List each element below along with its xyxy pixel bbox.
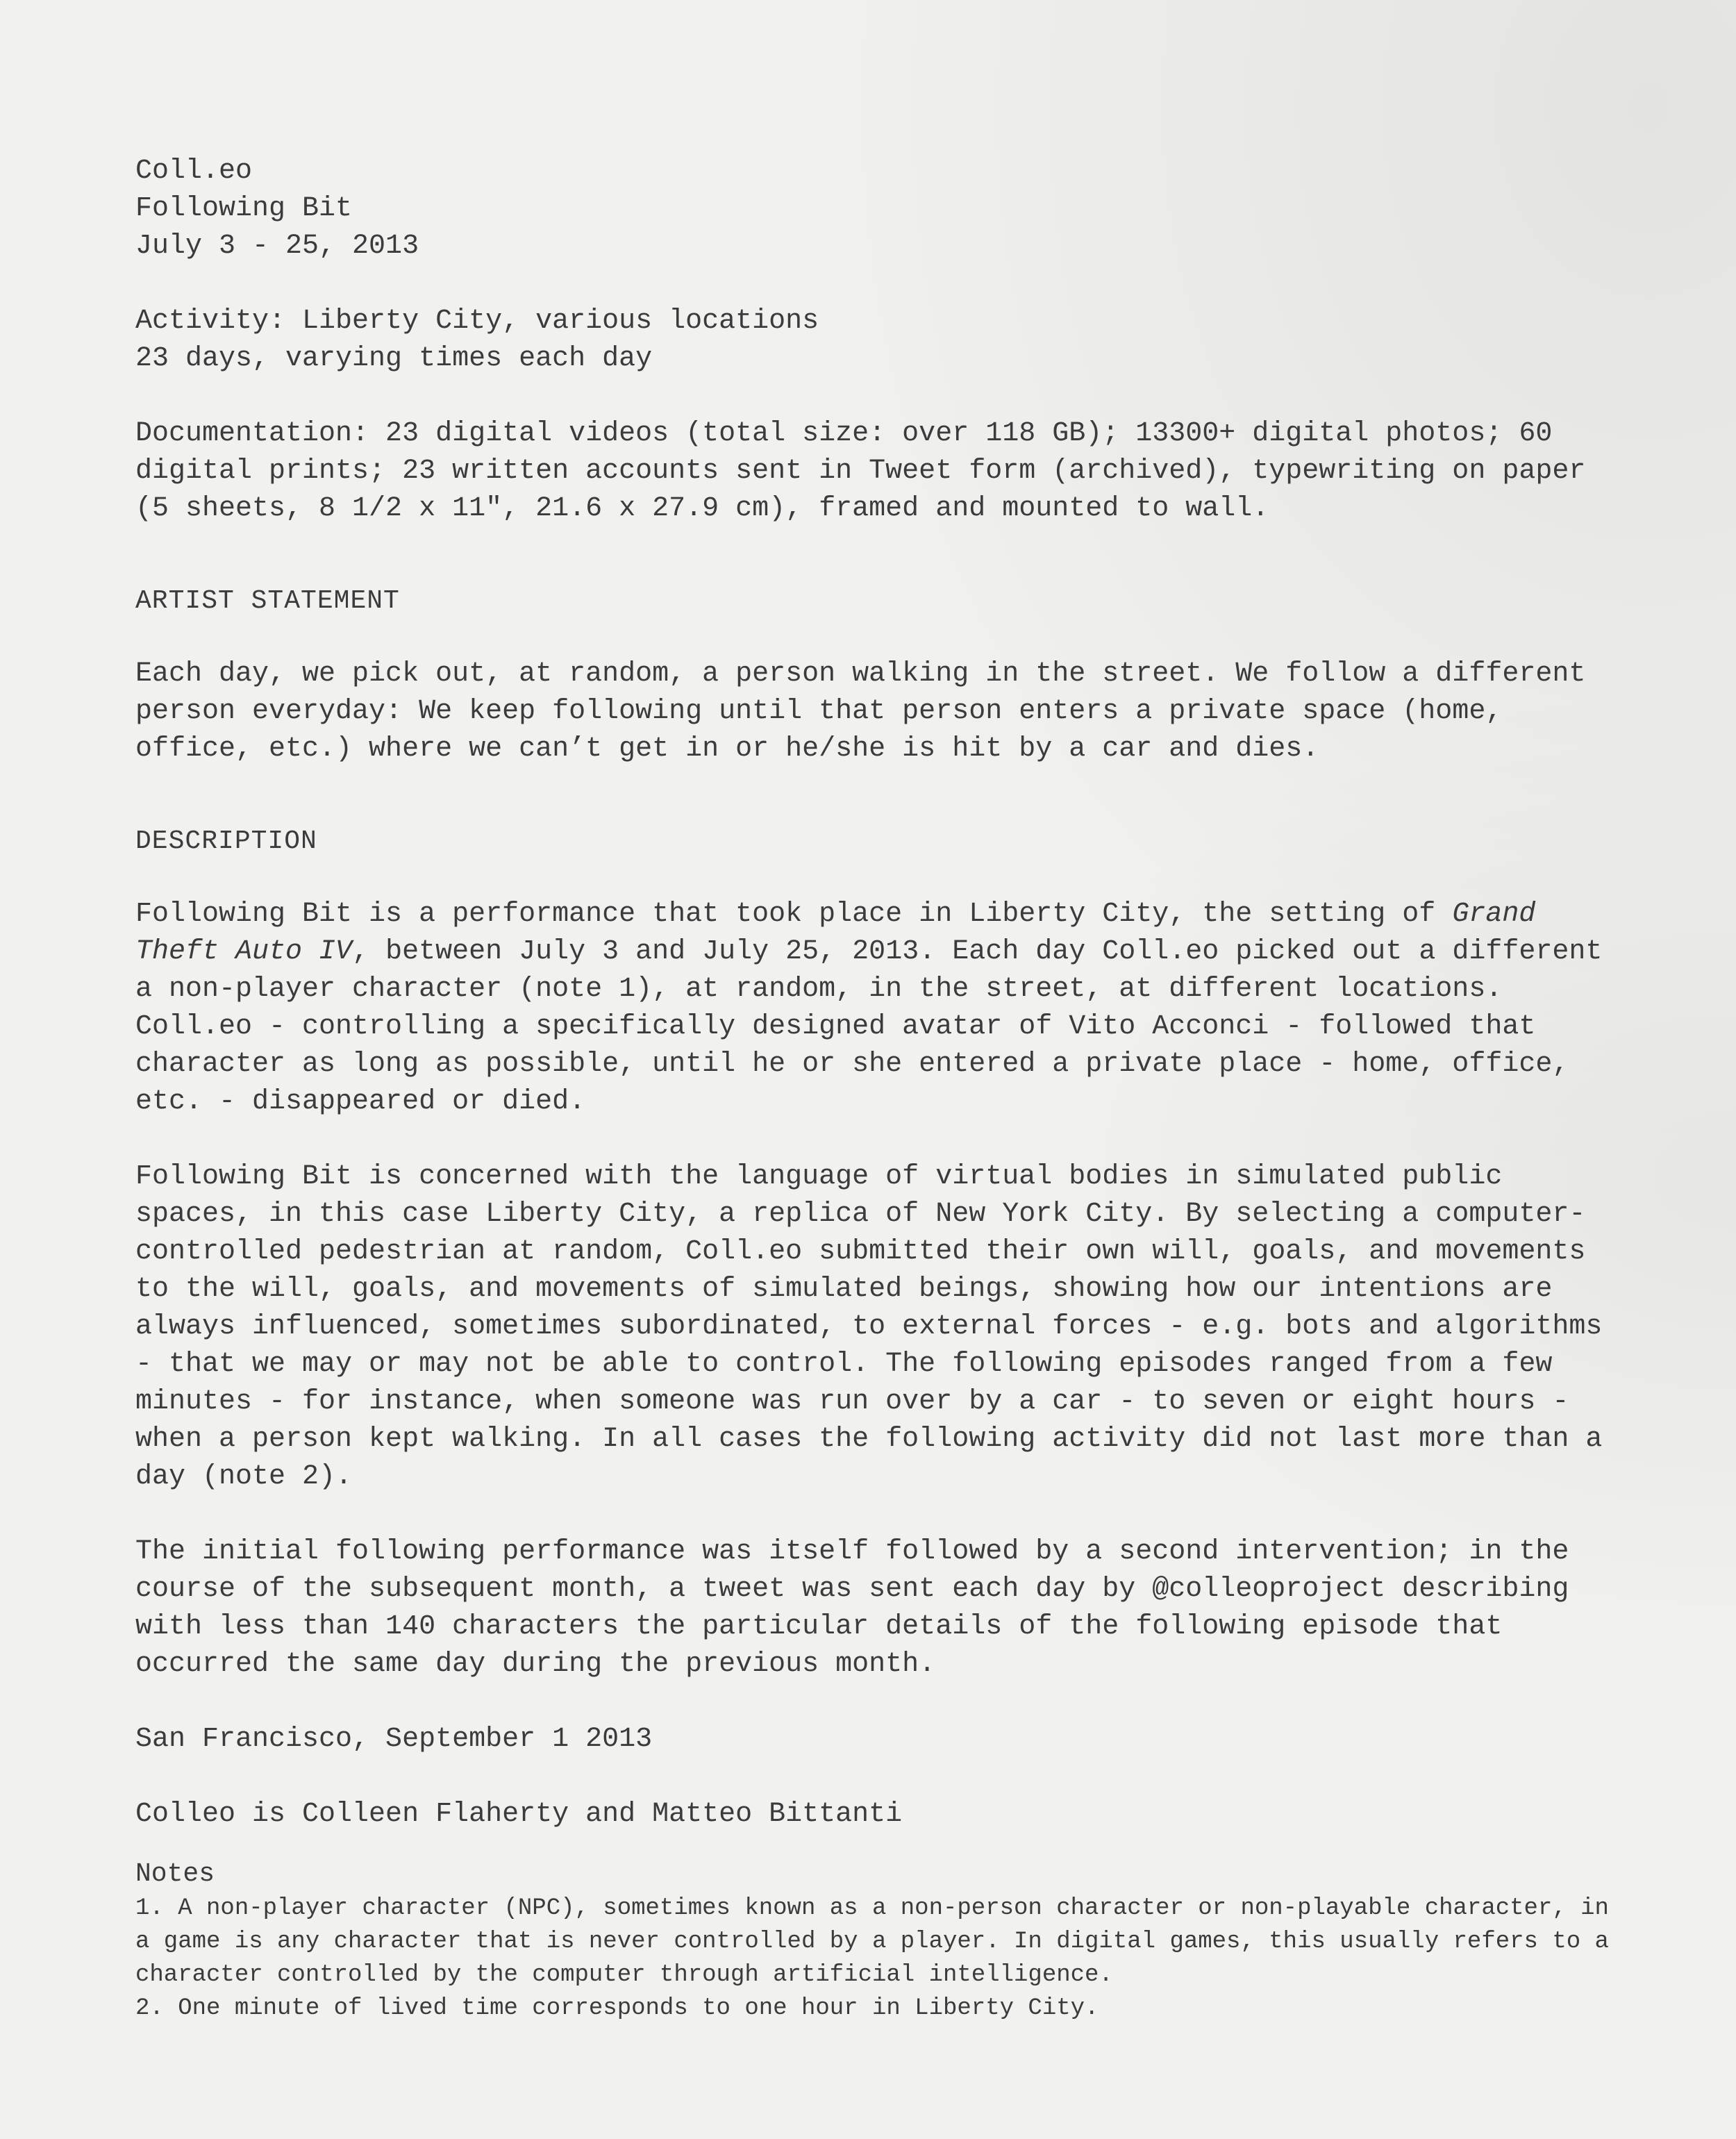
paragraph: Following Bit is concerned with the language of virtual bodies in simulated public spaces, in this case Liberty City, a replica of New York City. By selecting a computer-controlled pedestrian at random, Coll.eo submitted their own will, goals, and movements to the will, goals, and movements of simulated beings, showing how our intentions are always influenced, sometimes subordinated, to external forces - e.g. bots and algorithms - that we may or may not be able to control. The following episodes ranged from a few minutes - for instance, when someone was run over by a car - to seven or eight hours - when a person kept walking. In all cases the following activity did not last more than a day (note 2).	[135, 1161, 1603, 1492]
activity-block	[135, 303, 1625, 378]
description-paragraph-1	[135, 896, 1625, 1121]
note-1: 1. A non-player character (NPC), sometimes known as a non-person character or non-playable character, in a game is any character that is never controlled by a player. In digital games, this usually refers to a character controlled by the computer through artificial intelligence.	[135, 1895, 1609, 1988]
credits-block	[135, 1796, 1625, 1833]
artist-statement-text: Each day, we pick out, at random, a person walking in the street. We follow a different person everyday: We keep following until that person enters a private space (home, office, etc.) where we can’t get in or he/she is hit by a car and dies.	[135, 658, 1586, 765]
section-heading: DESCRIPTION	[135, 826, 317, 856]
description-heading	[135, 824, 1625, 860]
work-title: Following Bit	[135, 193, 353, 224]
game-title: Grand Theft Auto IV	[135, 899, 1536, 967]
documentation-text: Documentation: 23 digital videos (total size: over 118 GB); 13300+ digital photos; 60 digital prints; 23 written accounts sent in Tweet form (archived), typewriting on paper (5 sheets, 8 1/2 x 11", 21.6 x 27.9 cm), framed and mounted to wall.	[135, 418, 1586, 524]
artist-statement-heading	[135, 583, 1625, 619]
credits: Colleo is Colleen Flaherty and Matteo Bittanti	[135, 1799, 903, 1830]
place-date: San Francisco, September 1 2013	[135, 1724, 653, 1755]
work-dates: July 3 - 25, 2013	[135, 231, 419, 262]
documentation-block	[135, 415, 1625, 528]
description-paragraph-2	[135, 1158, 1625, 1496]
header-block	[135, 153, 1625, 265]
notes-block	[135, 1857, 1625, 2025]
artist-name: Coll.eo	[135, 156, 253, 187]
artist-statement-block	[135, 656, 1625, 768]
paragraph: The initial following performance was itself followed by a second intervention; in the course of the subsequent month, a tweet was sent each day by @colleoproject describing with less than 140 characters the particular details of the following episode that occurred the same day during the previous month.	[135, 1536, 1569, 1680]
note-2: 2. One minute of lived time corresponds to one hour in Liberty City.	[135, 1995, 1099, 2022]
description-paragraph-3	[135, 1533, 1625, 1683]
paragraph	[135, 896, 1625, 1121]
paragraph-text: , between July 3 and July 25, 2013. Each day Coll.eo picked out a different a non-player character (note 1), at random, in the street, at different locations. Coll.eo - controlling a specifically designed avatar of Vito Acconci - followed that character as long as possible, until he or she entered a private place - home, office, etc. - disappeared or died.	[135, 936, 1603, 1117]
duration-line: 23 days, varying times each day	[135, 343, 653, 374]
place-date-block	[135, 1721, 1625, 1758]
paragraph-text: Following Bit is a performance that took place in Liberty City, the setting of	[135, 899, 1453, 930]
section-heading: ARTIST STATEMENT	[135, 586, 400, 616]
notes-title: Notes	[135, 1859, 215, 1889]
activity-line: Activity: Liberty City, various locations	[135, 306, 819, 337]
